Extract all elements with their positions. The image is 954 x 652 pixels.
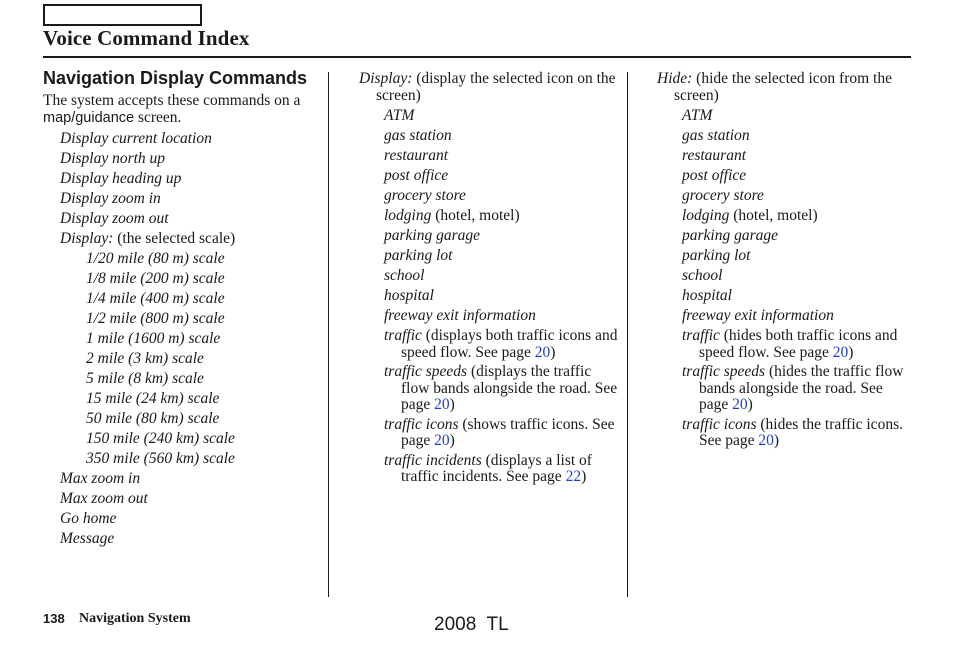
command-item: Max zoom in (60, 470, 141, 487)
scale-item: 1/8 mile (200 m) scale (86, 270, 225, 287)
scale-item: 1/20 mile (80 m) scale (86, 250, 225, 267)
icon-item: gas station (682, 127, 750, 144)
icon-item-lodging (384, 206, 621, 226)
icon-item: grocery store (384, 187, 466, 204)
traffic-icons-entry (384, 417, 621, 450)
page-link[interactable]: 20 (732, 396, 748, 413)
icon-item: parking garage (384, 227, 481, 244)
command-note: (hide the selected icon from the screen) (674, 70, 892, 104)
traffic-term: traffic icons (384, 415, 459, 433)
page-title: Voice Command Index (43, 26, 250, 50)
command-entry (657, 70, 915, 104)
icon-item: restaurant (384, 147, 449, 164)
scale-item: 15 mile (24 km) scale (86, 390, 220, 407)
command-item: Max zoom out (60, 490, 148, 507)
traffic-term: traffic icons (682, 415, 757, 433)
section-intro (43, 92, 323, 127)
footer-label: Navigation System (79, 611, 191, 626)
command-item: Display heading up (60, 170, 182, 187)
column-display-icons (359, 68, 621, 489)
command-note: (display the selected icon on the screen) (376, 70, 616, 104)
icon-item: post office (384, 167, 449, 184)
icon-item-lodging (682, 206, 915, 226)
traffic-text: (displays the traffic flow bands alongside the road. See page (401, 363, 618, 413)
scale-item: 1/2 mile (800 m) scale (86, 310, 225, 327)
traffic-text: (displays a list of traffic incidents. See page (401, 451, 592, 485)
page-link[interactable]: 20 (534, 343, 551, 361)
traffic-entry (384, 328, 621, 361)
icon-item: parking lot (384, 247, 453, 264)
icon-item: freeway exit information (682, 307, 834, 324)
traffic-term: traffic speeds (682, 363, 766, 380)
command-item: Display north up (60, 150, 166, 167)
paren-close: ) (449, 396, 455, 413)
icon-item: parking lot (682, 247, 751, 264)
paren-close: ) (581, 468, 587, 485)
page-link[interactable]: 20 (758, 432, 774, 449)
traffic-term: traffic speeds (384, 363, 468, 380)
command-term: Display: (359, 70, 413, 87)
column-hide-icons (657, 68, 915, 453)
icon-item: hospital (384, 287, 434, 304)
icon-item: post office (682, 167, 747, 184)
scale-item: 350 mile (560 km) scale (86, 450, 235, 467)
header-tab-box (43, 4, 202, 26)
column-navigation-display (43, 68, 323, 549)
icon-note: (hotel, motel) (729, 207, 818, 224)
title-divider (43, 56, 911, 58)
traffic-speeds-entry (384, 364, 621, 414)
page-link[interactable]: 20 (832, 343, 849, 361)
traffic-incidents-entry (384, 453, 621, 486)
traffic-text: (hides the traffic flow bands alongside the road. See page (699, 363, 904, 413)
page-link[interactable]: 22 (565, 468, 582, 485)
page-link[interactable]: 20 (434, 396, 450, 413)
command-item: Message (60, 530, 115, 547)
scale-item: 5 mile (8 km) scale (86, 370, 204, 387)
icon-item: restaurant (682, 147, 747, 164)
traffic-entry (682, 328, 915, 361)
page-number: 138 (43, 611, 65, 626)
model-label: 2008 TL (434, 614, 509, 635)
command-entry (359, 70, 621, 104)
icon-item: ATM (682, 107, 713, 124)
command-term: Display: (60, 230, 114, 247)
icon-item: school (682, 267, 723, 284)
column-divider-2 (627, 72, 628, 597)
icon-item: grocery store (682, 187, 764, 204)
paren-close: ) (747, 396, 753, 413)
command-item: Display zoom in (60, 190, 161, 207)
scale-item: 50 mile (80 km) scale (86, 410, 220, 427)
intro-text-end: screen. (134, 109, 182, 126)
icon-note: (hotel, motel) (431, 207, 520, 224)
section-heading: Navigation Display Commands (43, 68, 308, 88)
paren-close: ) (550, 343, 556, 361)
intro-screen-name: map/guidance (43, 110, 135, 126)
scale-item: 1 mile (1600 m) scale (86, 330, 221, 347)
traffic-term: traffic (384, 327, 422, 344)
paren-close: ) (449, 432, 455, 449)
traffic-speeds-entry (682, 364, 915, 414)
traffic-text: (hides both traffic icons and speed flow. See page (699, 327, 898, 361)
command-note: (the selected scale) (113, 230, 236, 247)
command-term: Hide: (657, 70, 693, 87)
icon-item: gas station (384, 127, 452, 144)
traffic-text: (displays both traffic icons and speed flow. See page (401, 327, 618, 361)
icon-item: ATM (384, 107, 415, 124)
icon-term: lodging (682, 207, 730, 224)
scale-item: 1/4 mile (400 m) scale (86, 290, 225, 307)
icon-item: freeway exit information (384, 307, 536, 324)
scale-item: 150 mile (240 km) scale (86, 430, 235, 447)
paren-close: ) (848, 343, 854, 361)
traffic-term: traffic incidents (384, 451, 482, 469)
icon-item: school (384, 267, 425, 284)
traffic-term: traffic (682, 327, 720, 344)
scale-item: 2 mile (3 km) scale (86, 350, 204, 367)
command-item: Display current location (60, 130, 212, 147)
paren-close: ) (773, 432, 780, 449)
icon-term: lodging (384, 207, 432, 224)
traffic-text: (shows traffic icons. See page (401, 415, 615, 449)
intro-text: The system accepts these commands on a (43, 92, 301, 109)
icon-list (657, 106, 915, 450)
command-item: Go home (60, 510, 117, 527)
column-divider-1 (328, 72, 329, 597)
traffic-text: (hides the traffic icons. See page (699, 415, 903, 449)
page-link[interactable]: 20 (434, 432, 450, 449)
icon-item: parking garage (682, 227, 779, 244)
icon-item: hospital (682, 287, 732, 304)
command-item: Display zoom out (60, 210, 169, 227)
traffic-icons-entry (682, 417, 915, 450)
icon-list (359, 106, 621, 486)
command-item-scale (43, 229, 323, 249)
